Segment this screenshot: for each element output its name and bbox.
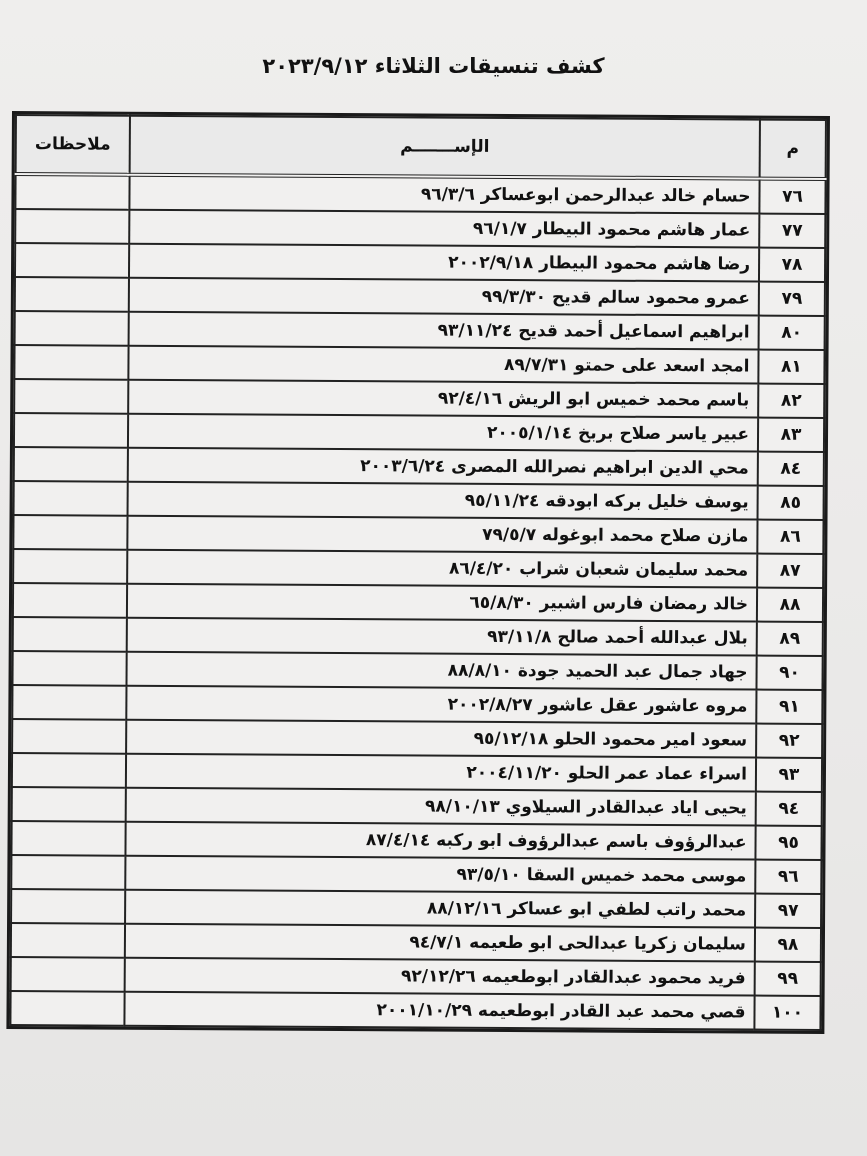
row-number: ٩٢ [756, 724, 822, 758]
table-row [12, 685, 822, 724]
table-row [15, 311, 825, 350]
row-notes [14, 345, 128, 380]
table-row [15, 209, 825, 248]
row-notes [11, 923, 125, 958]
table-row [15, 243, 825, 282]
row-notes [15, 209, 129, 244]
row-notes [12, 753, 126, 788]
names-table [9, 114, 827, 1031]
table-row [11, 923, 821, 962]
row-notes [12, 719, 126, 754]
row-notes [11, 855, 125, 890]
table-row [12, 753, 822, 792]
row-name: مروه عاشور عقل عاشور ٢٠٠٢/٨/٢٧ [126, 686, 756, 724]
row-name: عبير ياسر صلاح بربخ ٢٠٠٥/١/١٤ [128, 414, 758, 452]
row-name: رضا هاشم محمود البيطار ٢٠٠٢/٩/١٨ [129, 244, 759, 282]
row-notes [12, 685, 126, 720]
row-number: ٨٠ [759, 316, 825, 350]
row-notes [13, 515, 127, 550]
table-row [13, 617, 823, 656]
table-row [11, 821, 821, 860]
table-row [12, 719, 822, 758]
document-title: كشف تنسيقات الثلاثاء ٢٠٢٣/٩/١٢ [262, 54, 605, 78]
row-name: محمد سليمان شعبان شراب ٨٦/٤/٢٠ [127, 550, 757, 588]
row-notes [14, 379, 128, 414]
row-notes [13, 583, 127, 618]
row-number: ٩٨ [755, 928, 821, 962]
row-name: يوسف خليل بركه ابودقه ٩٥/١١/٢٤ [128, 482, 758, 520]
table-row [13, 549, 823, 588]
table-row [12, 651, 822, 690]
table-row [14, 379, 824, 418]
row-name: باسم محمد خميس ابو الريش ٩٢/٤/١٦ [128, 380, 758, 418]
table-row [14, 345, 824, 384]
row-number: ٩٦ [755, 860, 821, 894]
row-notes [14, 413, 128, 448]
row-name: جهاد جمال عبد الحميد جودة ٨٨/٨/١٠ [126, 652, 756, 690]
row-notes [14, 481, 128, 516]
row-name: عمرو محمود سالم قديح ٩٩/٣/٣٠ [129, 278, 759, 316]
row-notes [13, 617, 127, 652]
row-number: ٧٩ [759, 282, 825, 316]
row-number: ٩٣ [756, 758, 822, 792]
header-notes: ملاحظات [16, 115, 130, 175]
row-name: محمد راتب لطفي ابو عساكر ٨٨/١٢/١٦ [125, 890, 755, 928]
table-row [14, 413, 824, 452]
header-number: م [760, 120, 826, 179]
row-number: ٩١ [756, 690, 822, 724]
row-name: مازن صلاح محمد ابوغوله ٧٩/٥/٧ [127, 516, 757, 554]
row-notes [14, 447, 128, 482]
row-name: خالد رمضان فارس اشبير ٦٥/٨/٣٠ [127, 584, 757, 622]
table-row [13, 515, 823, 554]
row-name: يحيى اياد عبدالقادر السيلاوي ٩٨/١٠/١٣ [126, 788, 756, 826]
row-notes [15, 174, 129, 210]
row-notes [12, 787, 126, 822]
row-name: حسام خالد عبدالرحمن ابوعساكر ٩٦/٣/٦ [129, 175, 759, 214]
row-number: ٨٨ [757, 588, 823, 622]
table-row [12, 787, 822, 826]
row-name: اسراء عماد عمر الحلو ٢٠٠٤/١١/٢٠ [126, 754, 756, 792]
row-name: قصي محمد عبد القادر ابوطعيمه ٢٠٠١/١٠/٢٩ [124, 992, 754, 1030]
row-number: ٩٤ [756, 792, 822, 826]
row-name: موسى محمد خميس السقا ٩٣/٥/١٠ [125, 856, 755, 894]
row-number: ٩٩ [755, 962, 821, 996]
table-row [15, 174, 825, 214]
header-name: الإســـــــم [130, 116, 760, 179]
row-notes [15, 277, 129, 312]
row-number: ٩٥ [755, 826, 821, 860]
row-number: ٧٦ [759, 179, 825, 214]
row-notes [15, 243, 129, 278]
row-number: ٧٨ [759, 248, 825, 282]
row-name: فريد محمود عبدالقادر ابوطعيمه ٩٢/١٢/٢٦ [125, 958, 755, 996]
table-row [14, 481, 824, 520]
row-name: محي الدين ابراهيم نصرالله المصرى ٢٠٠٣/٦/٢٤ [128, 448, 758, 486]
row-notes [12, 651, 126, 686]
row-name: بلال عبدالله أحمد صالح ٩٣/١١/٨ [127, 618, 757, 656]
row-name: امجد اسعد على حمتو ٨٩/٧/٣١ [128, 346, 758, 384]
names-table-frame [6, 111, 830, 1034]
row-number: ٨٦ [757, 520, 823, 554]
row-notes [11, 821, 125, 856]
row-number: ٨٢ [758, 384, 824, 418]
row-number: ٨٩ [757, 622, 823, 656]
table-row [13, 583, 823, 622]
row-number: ١٠٠ [754, 996, 820, 1030]
table-row [11, 957, 821, 996]
table-row [11, 889, 821, 928]
row-notes [11, 957, 125, 992]
row-number: ٨٣ [758, 418, 824, 452]
row-name: عمار هاشم محمود البيطار ٩٦/١/٧ [129, 210, 759, 248]
row-number: ٧٧ [759, 214, 825, 248]
row-name: عبدالرؤوف باسم عبدالرؤوف ابو ركبه ٨٧/٤/١٤ [125, 822, 755, 860]
row-number: ٨٥ [758, 486, 824, 520]
table-row [10, 991, 820, 1030]
row-number: ٨١ [758, 350, 824, 384]
table-header-row [16, 115, 826, 179]
row-number: ٨٤ [758, 452, 824, 486]
row-notes [10, 991, 124, 1026]
row-name: سعود امير محمود الحلو ٩٥/١٢/١٨ [126, 720, 756, 758]
row-notes [15, 311, 129, 346]
table-body [10, 174, 825, 1030]
row-number: ٩٧ [755, 894, 821, 928]
table-row [14, 447, 824, 486]
row-notes [13, 549, 127, 584]
table-row [15, 277, 825, 316]
table-row [11, 855, 821, 894]
row-name: ابراهيم اسماعيل أحمد قديح ٩٣/١١/٢٤ [129, 312, 759, 350]
row-name: سليمان زكريا عبدالحى ابو طعيمه ٩٤/٧/١ [125, 924, 755, 962]
row-number: ٩٠ [756, 656, 822, 690]
row-notes [11, 889, 125, 924]
row-number: ٨٧ [757, 554, 823, 588]
